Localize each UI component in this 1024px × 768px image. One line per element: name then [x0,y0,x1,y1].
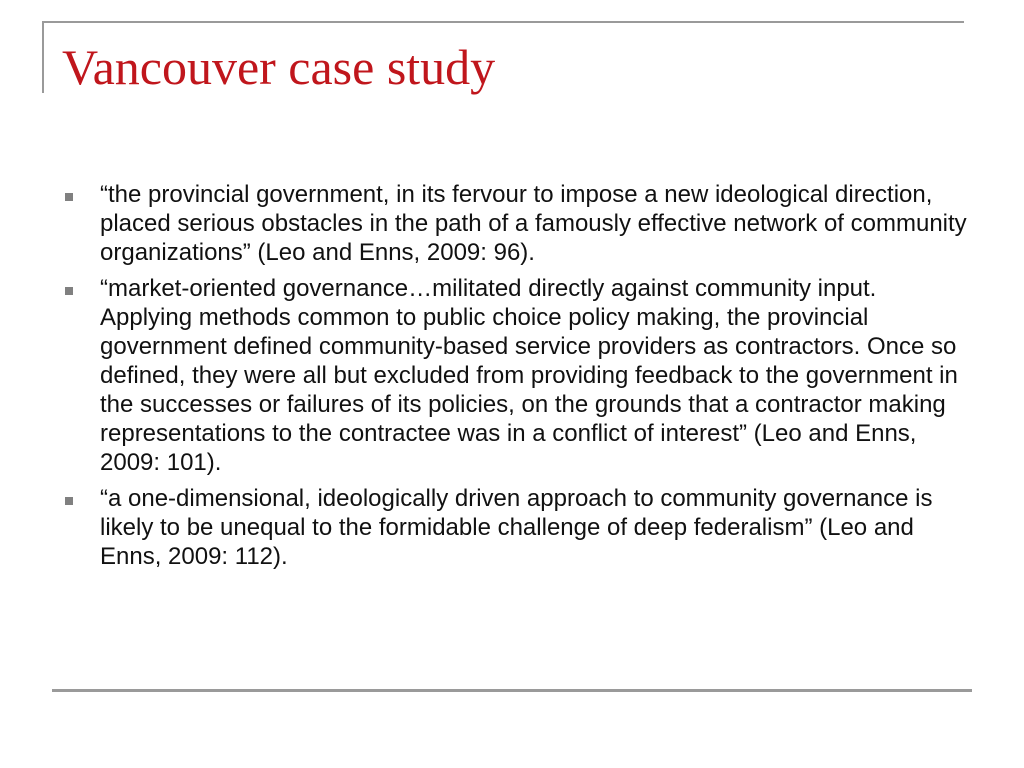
bullet-item [62,274,972,477]
bullet-text: “the provincial government, in its fervour to impose a new ideological direction, placed serious obstacles in the path of a famously effective network of community organizations” (Leo and Enns, 2009: 96). [100,181,967,266]
bullet-list [62,180,972,578]
square-bullet-icon [65,497,73,505]
top-frame-line [42,21,964,23]
left-frame-line [42,21,44,93]
bullet-text: “a one-dimensional, ideologically driven approach to community governance is likely to be unequal to the formidable challenge of deep federalism” (Leo and Enns, 2009: 112). [100,485,933,570]
bullet-item [62,180,972,267]
bullet-item [62,484,972,571]
square-bullet-icon [65,193,73,201]
square-bullet-icon [65,287,73,295]
footer-divider [52,689,972,692]
bullet-text: “market-oriented governance…militated directly against community input. Applying methods common to public choice policy making, the provincial government defined community-based service providers as contractors. Once so defined, they were all but excluded from providing feedback to the government in the successes or failures of its policies, on the grounds that a contractor making representations to the contractee was in a conflict of interest” (Leo and Enns, 2009: 101). [100,275,958,476]
slide-title: Vancouver case study [62,39,496,95]
